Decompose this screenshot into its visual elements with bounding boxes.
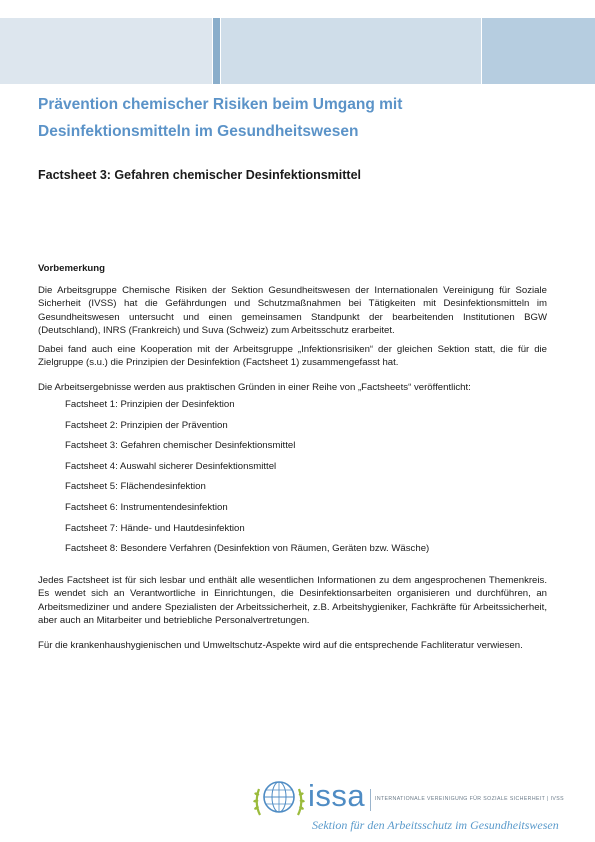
- section-name: Sektion für den Arbeitsschutz im Gesundheitswesen: [312, 818, 559, 832]
- paragraph-audience: Jedes Factsheet ist für sich lesbar und enthält alle wesentlichen Informationen zu dem angesprochenen Themenkreis. Es wendet sich an Verantwortliche in Einrichtungen, die Desinfektionsarbeiten organisieren und durchführen, an Arbeitsmediziner und andere Spezialisten der Arbeitssicherheit, z.B. Arbeitshygieniker, Fachkräfte für Arbeitssicherheit, aber auch an Mitarbeiter und betriebliche Personalvertretungen.: [38, 574, 547, 627]
- document-title: [38, 91, 558, 145]
- main-content: [38, 262, 547, 652]
- title-line-1: Prävention chemischer Risiken beim Umgang mit: [38, 96, 403, 113]
- list-item: Factsheet 6: Instrumentendesinfektion: [65, 501, 228, 513]
- logo-divider: [370, 789, 371, 811]
- issa-logo: [250, 775, 570, 835]
- list-item: Factsheet 1: Prinzipien der Desinfektion: [65, 399, 235, 410]
- paragraph-cooperation: Dabei fand auch eine Kooperation mit der Arbeitsgruppe „Infektionsrisiken“ der gleichen Sektion statt, die für die Zielgruppe (s.u.) die Prinzipien der Desinfektion (Factsheet 1) zusammengefasst hat.: [38, 343, 547, 368]
- header-banner-right: [482, 18, 595, 84]
- organisation-name: INTERNATIONALE VEREINIGUNG FÜR SOZIALE SICHERHEIT | IVSS: [375, 796, 565, 802]
- list-item: Factsheet 3: Gefahren chemischer Desinfektionsmittel: [65, 440, 296, 452]
- factsheet-subtitle: Factsheet 3: Gefahren chemischer Desinfektionsmittel: [38, 168, 362, 182]
- paragraph-factsheets-intro: Die Arbeitsergebnisse werden aus praktischen Gründen in einer Reihe von „Factsheets“ veröffentlicht:: [38, 381, 471, 393]
- list-item: Factsheet 7: Hände- und Hautdesinfektion: [65, 522, 245, 534]
- paragraph-intro: Die Arbeitsgruppe Chemische Risiken der Sektion Gesundheitswesen der Internationalen Vereinigung für Soziale Sicherheit (IVSS) hat die Gefährdungen und Schutzmaßnahmen bei Tätigkeiten mit Desinfektionsmitteln im Gesundheitswesen untersucht und einen gemeinsamen Standpunkt der bearbeitenden Institutionen BGW (Deutschland), INRS (Frankreich) und Suva (Schweiz) zum Arbeitsschutz erarbeitet.: [38, 284, 547, 336]
- list-item: Factsheet 4: Auswahl sicherer Desinfektionsmittel: [65, 460, 277, 472]
- section-heading: Vorbemerkung: [38, 263, 105, 274]
- paragraph-literature: Für die krankenhaushygienischen und Umweltschutz-Aspekte wird auf die entsprechende Fachliteratur verwiesen.: [38, 639, 523, 651]
- issa-wordmark: issa: [308, 778, 366, 813]
- globe-laurel-icon: [250, 775, 308, 823]
- header-banner-left: [0, 18, 212, 84]
- list-item: Factsheet 8: Besondere Verfahren (Desinfektion von Räumen, Geräten bzw. Wäsche): [65, 543, 430, 555]
- title-line-2: Desinfektionsmitteln im Gesundheitswesen: [38, 123, 359, 140]
- header-banner-stripe: [213, 18, 220, 84]
- factsheet-list: [65, 398, 547, 563]
- header-banner-middle: [221, 18, 481, 84]
- list-item: Factsheet 5: Flächendesinfektion: [65, 481, 206, 493]
- list-item: Factsheet 2: Prinzipien der Prävention: [65, 419, 228, 431]
